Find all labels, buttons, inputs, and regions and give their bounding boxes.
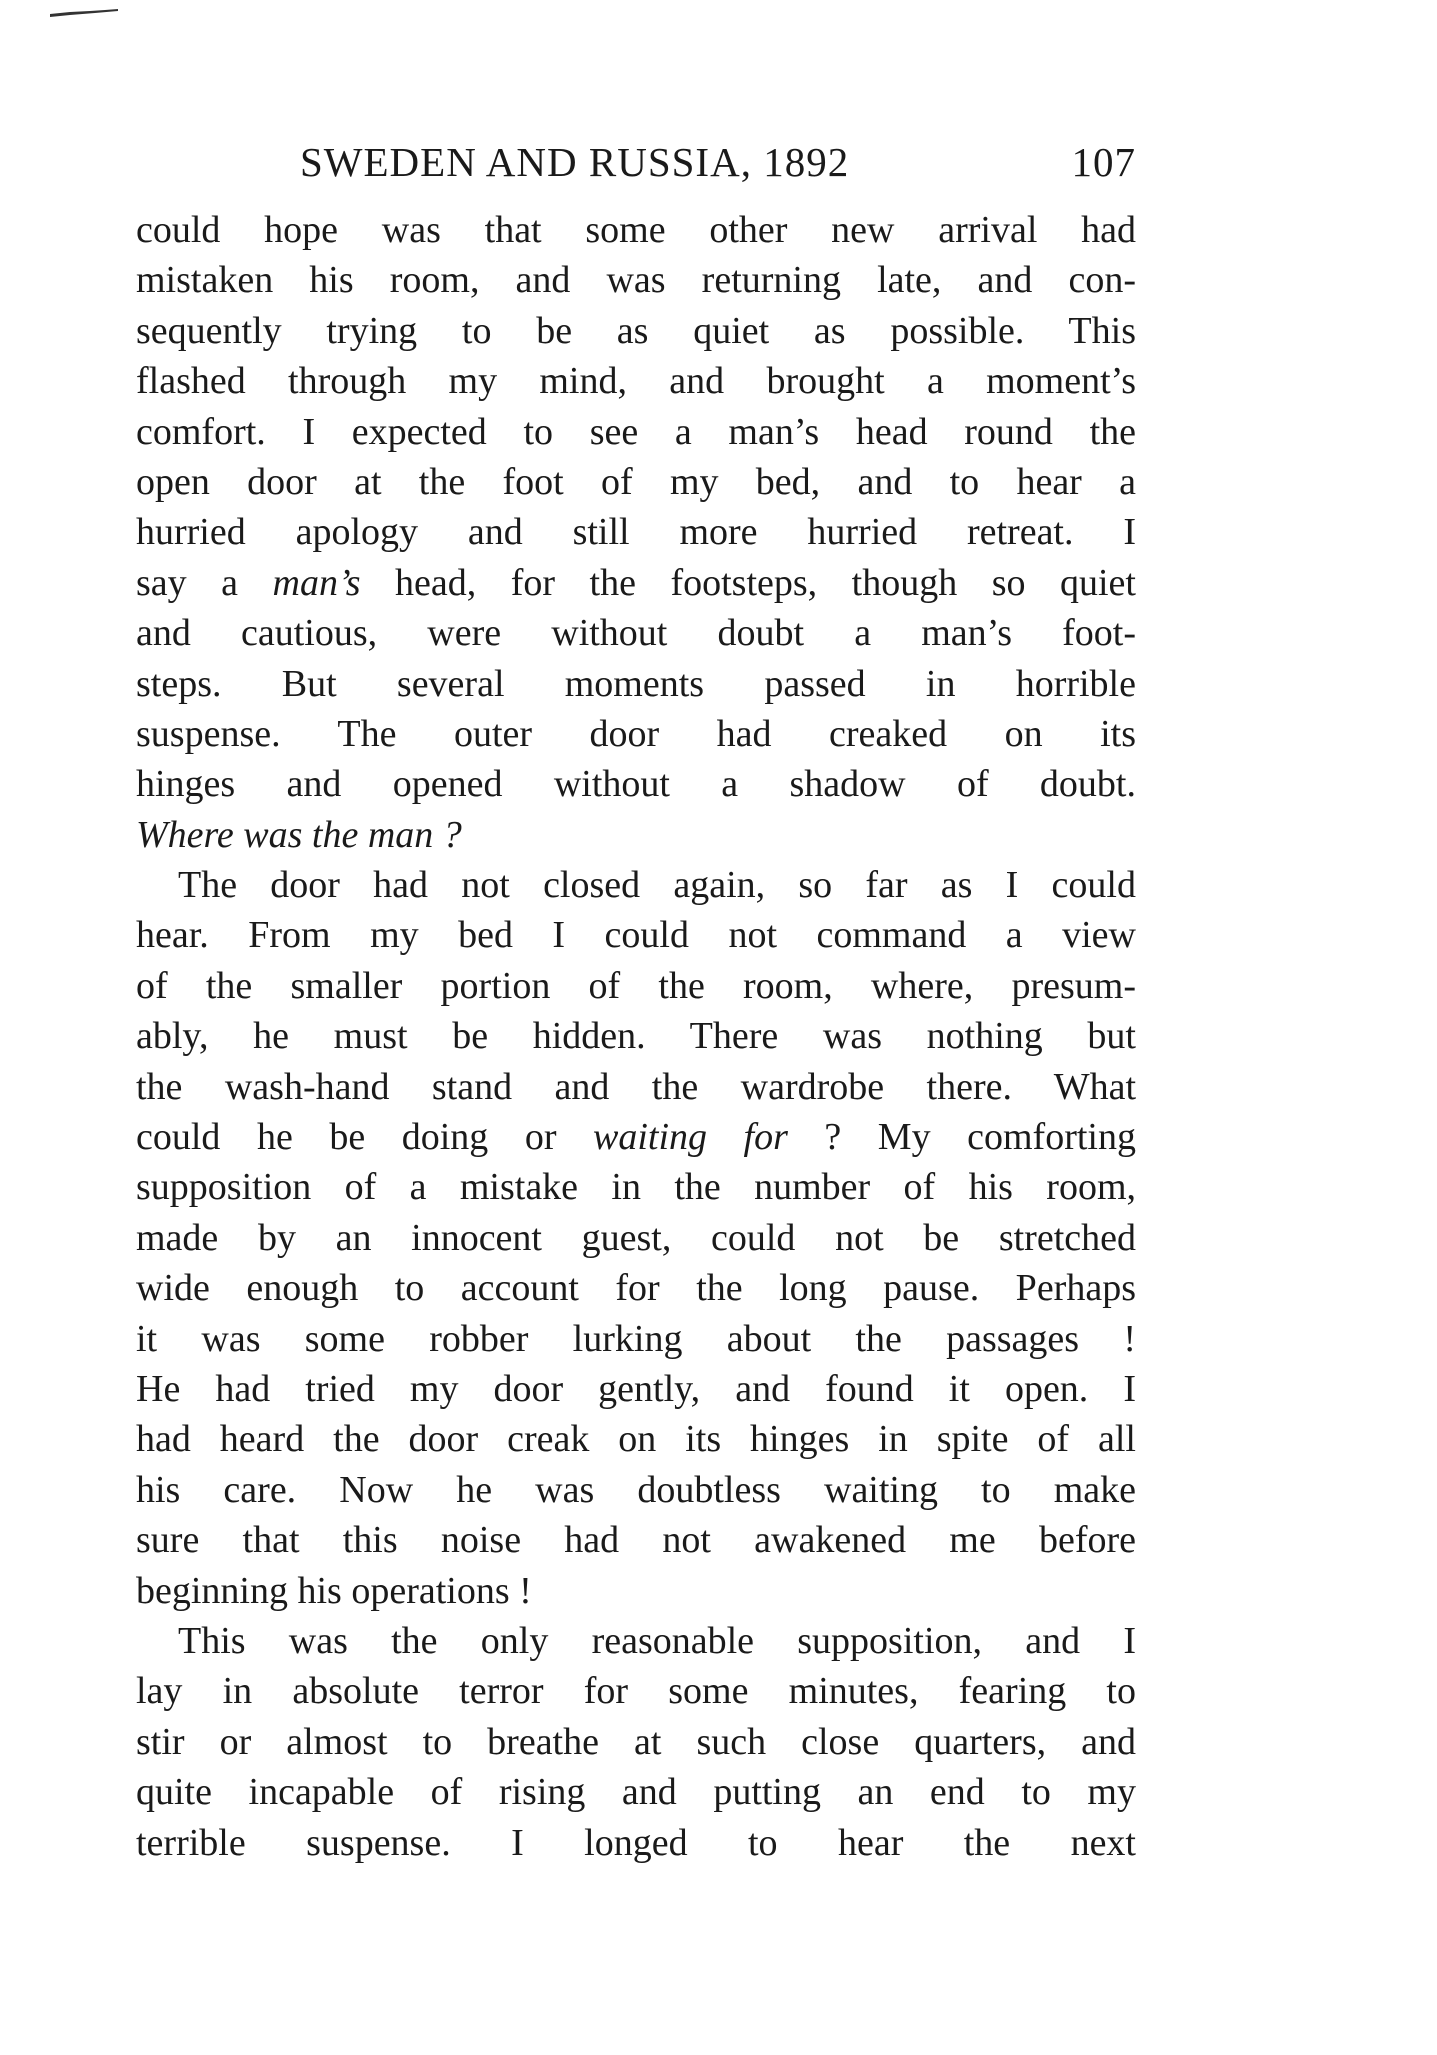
text-line: hear. From my bed I could not command a view <box>136 914 1136 957</box>
text-line: He had tried my door gently, and found it open. I <box>136 1367 1136 1410</box>
text-line: could he be doing or waiting for ? My comforting <box>136 1116 1136 1159</box>
italic-text: man’s <box>272 561 361 604</box>
text-line: comfort. I expected to see a man’s head round the <box>136 410 1136 453</box>
text-line: ably, he must be hidden. There was nothing but <box>136 1015 1136 1058</box>
text-line: it was some robber lurking about the passages ! <box>136 1317 1136 1360</box>
scan-artifact-mark <box>50 8 120 18</box>
text-line: the wash-hand stand and the wardrobe there. What <box>136 1065 1136 1108</box>
text-line: terrible suspense. I longed to hear the next <box>136 1821 1136 1864</box>
text-line: steps. But several moments passed in horrible <box>136 662 1136 705</box>
text-line: his care. Now he was doubtless waiting to make <box>136 1468 1136 1511</box>
italic-text: waiting for <box>593 1116 788 1159</box>
text-line: open door at the foot of my bed, and to hear a <box>136 460 1136 503</box>
text-line: supposition of a mistake in the number of his room, <box>136 1166 1136 1209</box>
text-line: The door had not closed again, so far as I could <box>178 864 1136 907</box>
body-text <box>136 205 1136 1868</box>
text-line: hurried apology and still more hurried retreat. I <box>136 511 1136 554</box>
text-line: This was the only reasonable supposition, and I <box>178 1619 1136 1662</box>
text-line: stir or almost to breathe at such close quarters, and <box>136 1720 1136 1763</box>
text-line: and cautious, were without doubt a man’s foot- <box>136 612 1136 655</box>
text-line: Where was the man ? <box>136 813 462 856</box>
text-line: sure that this noise had not awakened me before <box>136 1519 1136 1562</box>
text-line: could hope was that some other new arrival had <box>136 209 1136 251</box>
text-line: sequently trying to be as quiet as possible. This <box>136 309 1136 352</box>
text-line: lay in absolute terror for some minutes, fearing to <box>136 1670 1136 1713</box>
text-line: suspense. The outer door had creaked on its <box>136 712 1136 755</box>
text-line: made by an innocent guest, could not be stretched <box>136 1216 1136 1259</box>
running-head-title: SWEDEN AND RUSSIA, 1892 <box>300 139 850 185</box>
text-line: of the smaller portion of the room, where, presum- <box>136 964 1136 1007</box>
page-number: 107 <box>1071 139 1136 185</box>
text-line: hinges and opened without a shadow of doubt. <box>136 763 1136 806</box>
text-line: flashed through my mind, and brought a moment’s <box>136 360 1136 403</box>
text-line: say a man’s head, for the footsteps, though so quiet <box>136 561 1136 604</box>
text-line: mistaken his room, and was returning late, and con- <box>136 259 1136 302</box>
running-head <box>136 128 1136 188</box>
text-line: beginning his operations ! <box>136 1569 532 1612</box>
text-line: had heard the door creak on its hinges in spite of all <box>136 1418 1136 1461</box>
text-line: wide enough to account for the long pause. Perhaps <box>136 1267 1136 1310</box>
text-line: quite incapable of rising and putting an end to my <box>136 1771 1136 1814</box>
